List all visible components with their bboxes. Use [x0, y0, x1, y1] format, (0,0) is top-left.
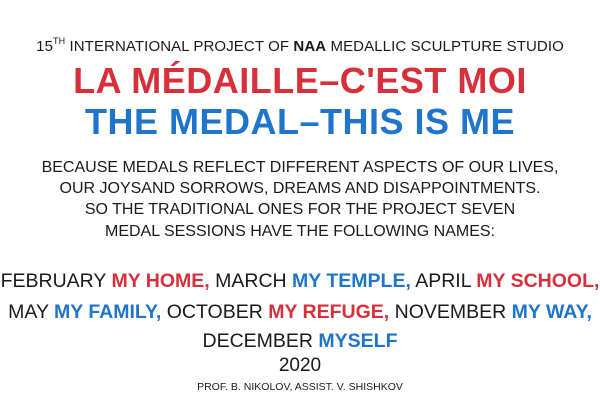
schedule-line-2	[0, 301, 600, 324]
header-middle: INTERNATIONAL PROJECT OF	[65, 38, 294, 55]
year: 2020	[278, 355, 322, 376]
session-name: MY WAY,	[511, 301, 592, 323]
month-label: NOVEMBER	[389, 301, 512, 323]
description-line: OUR JOYSAND SORROWS, DREAMS AND DISAPPOINTMENTS.	[59, 180, 541, 197]
description-line: MEDAL SESSIONS HAVE THE FOLLOWING NAMES:	[104, 223, 495, 240]
title-french: LA MÉDAILLE–C'EST MOI	[73, 60, 527, 101]
schedule-line-1	[0, 270, 600, 293]
month-label: OCTOBER	[161, 301, 269, 323]
credits: PROF. B. NIKOLOV, ASSIST. V. SHISHKOV	[197, 381, 403, 393]
month-label: DECEMBER	[202, 330, 319, 352]
month-label: FEBRUARY	[0, 270, 112, 292]
header-studio-abbrev: NAA	[293, 38, 327, 55]
session-name: MYSELF	[318, 330, 398, 352]
description-line: SO THE TRADITIONAL ONES FOR THE PROJECT SEVEN	[84, 201, 516, 218]
session-name: MY REFUGE,	[268, 301, 390, 323]
month-label: MARCH	[209, 270, 293, 292]
header-suffix: MEDALLIC SCULPTURE STUDIO	[326, 38, 564, 55]
header-superscript: TH	[53, 36, 66, 46]
schedule-line-3	[0, 330, 600, 353]
header-line	[0, 38, 600, 55]
title-english: THE MEDAL–THIS IS ME	[84, 101, 516, 142]
session-name: MY FAMILY,	[54, 301, 162, 323]
session-name: MY TEMPLE,	[292, 270, 411, 292]
description-line: BECAUSE MEDALS REFLECT DIFFERENT ASPECTS OF OUR LIVES,	[41, 159, 559, 176]
session-name: MY HOME,	[111, 270, 210, 292]
session-name: MY SCHOOL,	[476, 270, 600, 292]
month-label: APRIL	[410, 270, 477, 292]
month-label: MAY	[8, 301, 55, 323]
header-number: 15	[36, 38, 54, 55]
